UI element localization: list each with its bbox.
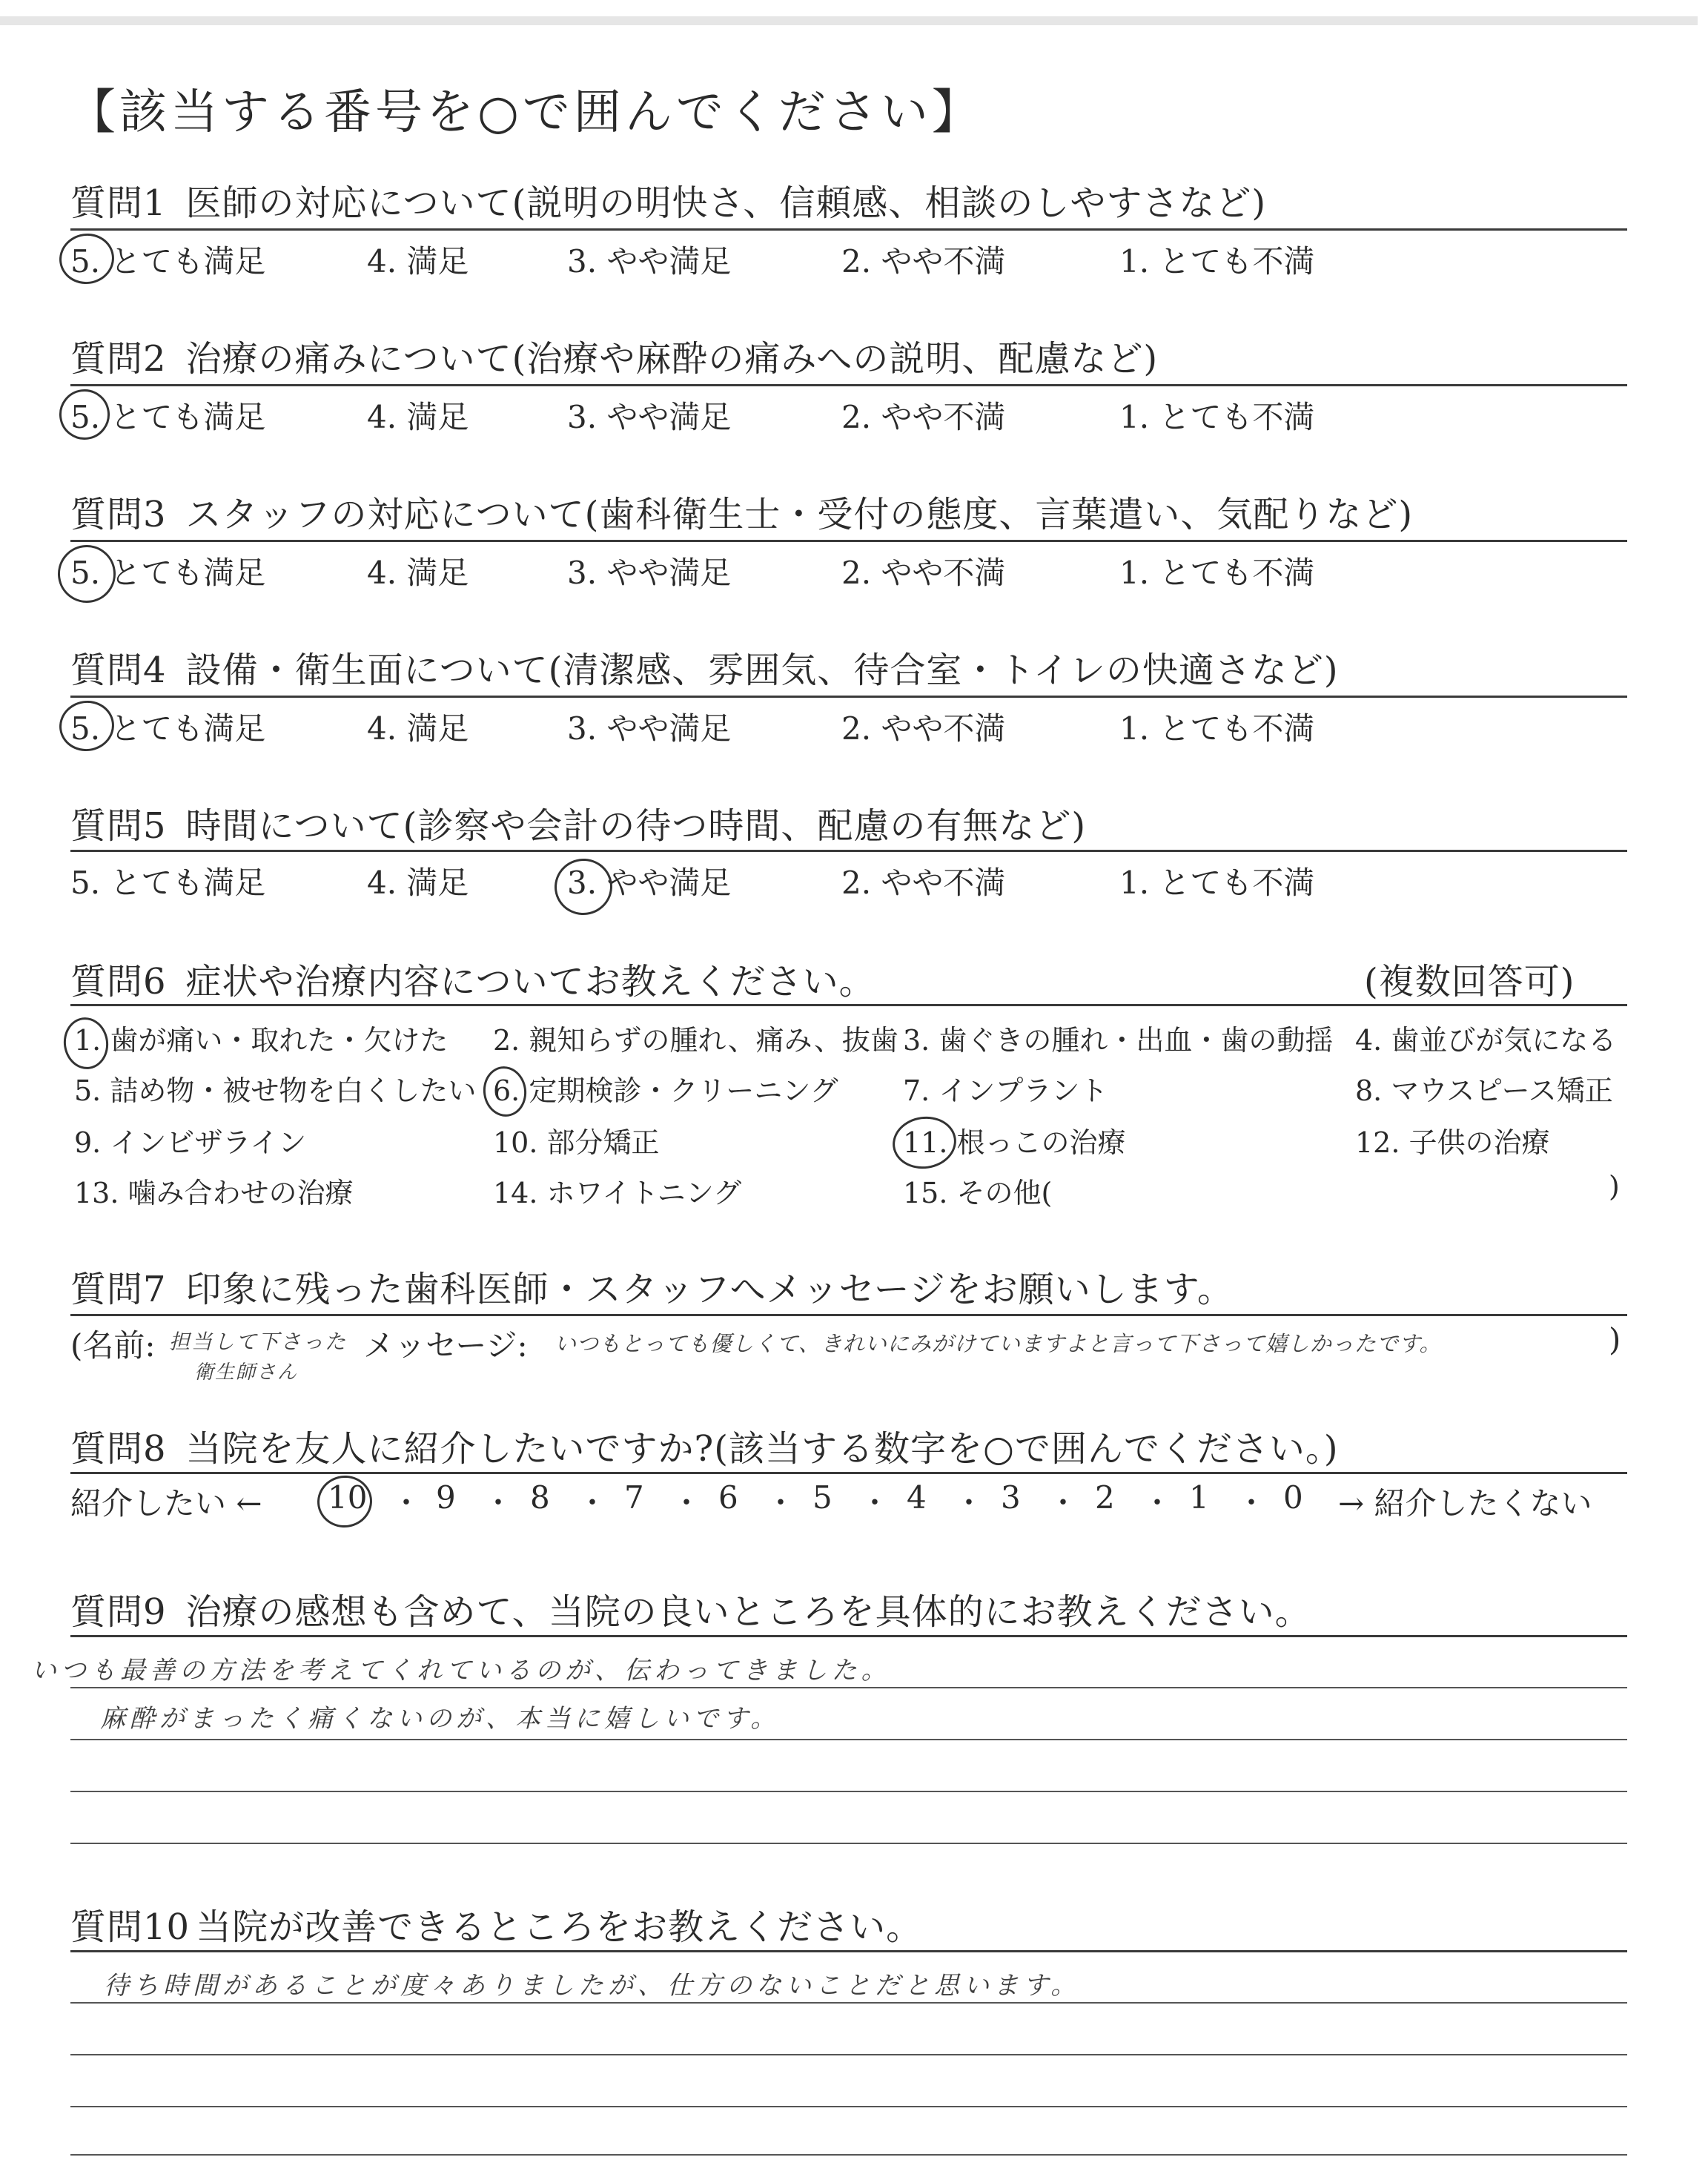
option-5[interactable]: 5. とても満足 (70, 865, 266, 901)
scale-right-label: → 紹介したくない (1338, 1485, 1592, 1522)
other-close-paren: ) (1609, 1170, 1620, 1203)
symptom-option[interactable]: 5. 詰め物・被せ物を白くしたい (74, 1074, 477, 1107)
symptom-option[interactable]: 7. インプラント (903, 1074, 1108, 1107)
option-2[interactable]: 2. やや不満 (841, 243, 1006, 280)
option-4[interactable]: 4. 満足 (367, 865, 469, 901)
multiple-answer-note: (複数回答可) (1364, 961, 1575, 1003)
message-close-paren: ) (1609, 1321, 1621, 1358)
scale-dot: ・ (672, 1486, 701, 1520)
question-rule (70, 1472, 1627, 1474)
question-heading: 質問8 当院を友人に紹介したいですか?(該当する数字を○で囲んでください。) (70, 1428, 1339, 1470)
answer-line (70, 2106, 1627, 2107)
option-3[interactable]: 3. やや満足 (567, 243, 732, 280)
symptom-option-other[interactable]: 15. その他( (903, 1177, 1053, 1209)
scale-dot: ・ (483, 1486, 513, 1520)
handwritten-answer-line[interactable]: 麻酔がまったく痛くないのが、本当に嬉しいです。 (100, 1704, 781, 1734)
answer-line (70, 2154, 1627, 2156)
scale-5[interactable]: 5 (812, 1479, 833, 1516)
option-2[interactable]: 2. やや不満 (841, 555, 1006, 591)
option-5[interactable]: 5. とても満足 (70, 399, 266, 435)
question-rule (70, 696, 1627, 698)
handwritten-name-line2[interactable]: 衛生師さん (194, 1361, 299, 1384)
scale-dot: ・ (1048, 1486, 1078, 1520)
scale-dot: ・ (860, 1486, 890, 1520)
question-rule (70, 1314, 1627, 1316)
question-rule (70, 384, 1627, 386)
option-1[interactable]: 1. とても不満 (1119, 399, 1315, 435)
scan-edge (0, 16, 1698, 25)
scale-dot: ・ (1142, 1486, 1172, 1520)
option-5[interactable]: 5. とても満足 (70, 555, 266, 591)
scale-3[interactable]: 3 (1001, 1479, 1021, 1516)
option-1[interactable]: 1. とても不満 (1119, 243, 1315, 280)
option-4[interactable]: 4. 満足 (367, 555, 469, 591)
answer-line (70, 1739, 1627, 1740)
symptom-option[interactable]: 11. 根っこの治療 (903, 1126, 1126, 1159)
scale-8[interactable]: 8 (530, 1479, 550, 1516)
question-heading: 質問7 印象に残った歯科医師・スタッフへメッセージをお願いします。 (70, 1269, 1234, 1310)
scale-dot: ・ (954, 1486, 984, 1520)
option-3[interactable]: 3. やや満足 (567, 865, 732, 901)
symptom-option[interactable]: 10. 部分矯正 (493, 1126, 660, 1159)
question-heading: 質問9 治療の感想も含めて、当院の良いところを具体的にお教えください。 (70, 1591, 1311, 1633)
scale-dot: ・ (1237, 1486, 1266, 1520)
question-heading: 質問3 スタッフの対応について(歯科衛生士・受付の態度、言葉遣い、気配りなど) (70, 494, 1414, 535)
symptom-option[interactable]: 13. 噛み合わせの治療 (74, 1177, 354, 1209)
scale-dot: ・ (766, 1486, 795, 1520)
scale-dot: ・ (391, 1486, 421, 1520)
symptom-option[interactable]: 8. マウスピース矯正 (1355, 1074, 1613, 1107)
option-1[interactable]: 1. とても不満 (1119, 555, 1315, 591)
scale-left-label: 紹介したい ← (70, 1485, 262, 1522)
handwritten-answer-line[interactable]: 待ち時間があることが度々ありましたが、仕方のないことだと思います。 (104, 1971, 1081, 2001)
symptom-option[interactable]: 14. ホワイトニング (493, 1177, 742, 1209)
option-4[interactable]: 4. 満足 (367, 399, 469, 435)
symptom-option[interactable]: 3. 歯ぐきの腫れ・出血・歯の動揺 (903, 1024, 1334, 1057)
scale-9[interactable]: 9 (436, 1479, 456, 1516)
question-heading: 質問2 治療の痛みについて(治療や麻酔の痛みへの説明、配慮など) (70, 338, 1159, 380)
page-title: 【該当する番号を○で囲んでください】 (68, 85, 983, 140)
symptom-option[interactable]: 9. インビザライン (74, 1126, 307, 1159)
answer-line (70, 2002, 1627, 2004)
symptom-option[interactable]: 2. 親知らずの腫れ、痛み、抜歯 (493, 1024, 898, 1057)
option-5[interactable]: 5. とても満足 (70, 243, 266, 280)
answer-line (70, 1791, 1627, 1792)
symptom-option[interactable]: 6. 定期検診・クリーニング (493, 1074, 838, 1107)
option-4[interactable]: 4. 満足 (367, 243, 469, 280)
question-heading: 質問4 設備・衛生面について(清潔感、雰囲気、待合室・トイレの快適さなど) (70, 650, 1339, 691)
option-1[interactable]: 1. とても不満 (1119, 710, 1315, 747)
option-4[interactable]: 4. 満足 (367, 710, 469, 747)
option-2[interactable]: 2. やや不満 (841, 399, 1006, 435)
symptom-option[interactable]: 12. 子供の治療 (1355, 1126, 1550, 1159)
handwritten-answer-line[interactable]: いつも最善の方法を考えてくれているのが、伝わってきました。 (31, 1656, 891, 1685)
symptom-option[interactable]: 1. 歯が痛い・取れた・欠けた (74, 1024, 448, 1057)
handwritten-message[interactable]: いつもとっても優しくて、きれいにみがけていますよと言って下さって嬉しかったです。 (555, 1331, 1442, 1356)
option-3[interactable]: 3. やや満足 (567, 399, 732, 435)
option-5[interactable]: 5. とても満足 (70, 710, 266, 747)
option-1[interactable]: 1. とても不満 (1119, 865, 1315, 901)
option-3[interactable]: 3. やや満足 (567, 710, 732, 747)
name-label: (名前: (70, 1327, 156, 1364)
question-rule (70, 540, 1627, 542)
handwritten-name[interactable]: 担当して下さった (169, 1330, 348, 1354)
message-label: メッセージ: (363, 1327, 528, 1364)
option-2[interactable]: 2. やや不満 (841, 710, 1006, 747)
scale-2[interactable]: 2 (1095, 1479, 1115, 1516)
question-rule (70, 1635, 1627, 1637)
scale-4[interactable]: 4 (907, 1479, 927, 1516)
answer-line (70, 2054, 1627, 2055)
scale-7[interactable]: 7 (624, 1479, 644, 1516)
scale-1[interactable]: 1 (1189, 1479, 1209, 1516)
question-heading: 質問1 医師の対応について(説明の明快さ、信頼感、相談のしやすさなど) (70, 182, 1267, 224)
question-heading: 質問5 時間について(診察や会計の待つ時間、配慮の有無など) (70, 805, 1087, 847)
question-heading: 質問6 症状や治療内容についてお教えください。 (70, 961, 875, 1003)
scale-0[interactable]: 0 (1283, 1479, 1303, 1516)
scale-10[interactable]: 10 (328, 1479, 368, 1516)
option-2[interactable]: 2. やや不満 (841, 865, 1006, 901)
question-rule (70, 1950, 1627, 1952)
scale-6[interactable]: 6 (718, 1479, 738, 1516)
question-rule (70, 228, 1627, 231)
question-rule (70, 850, 1627, 852)
answer-line (70, 1843, 1627, 1844)
question-heading: 質問10 当院が改善できるところをお教えください。 (70, 1906, 923, 1948)
option-3[interactable]: 3. やや満足 (567, 555, 732, 591)
question-rule (70, 1004, 1627, 1006)
answer-line (70, 1687, 1627, 1688)
scale-dot: ・ (577, 1486, 607, 1520)
symptom-option[interactable]: 4. 歯並びが気になる (1355, 1024, 1617, 1057)
